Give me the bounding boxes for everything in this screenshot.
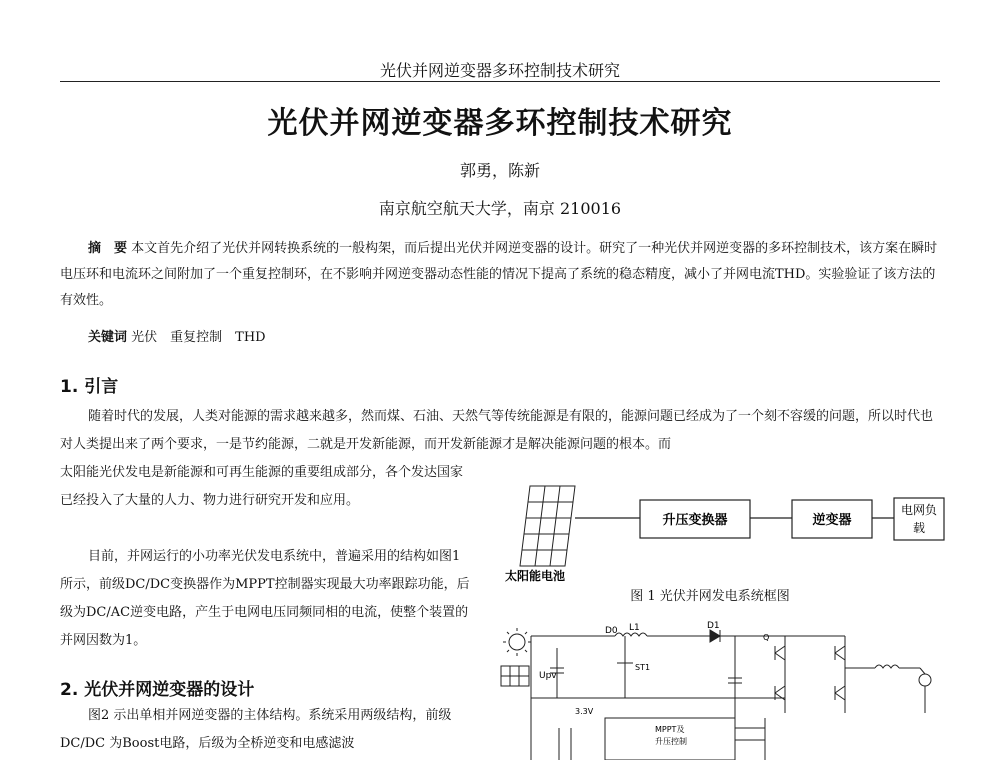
authors: 郭勇，陈新: [459, 161, 540, 180]
keywords-text: 光伏 重复控制 THD: [131, 330, 266, 345]
inverter-label: 逆变器: [812, 513, 852, 528]
label-d1: D1: [707, 621, 720, 631]
label-voltage: 3.3V: [575, 707, 594, 716]
igbt-switch-icon: [775, 646, 785, 660]
section-1-heading: 1. 引言: [60, 377, 119, 397]
section-1-paragraph-1-continued: 太阳能光伏发电是新能源和可再生能源的重要组成部分，各个发达国家已经投入了大量的人力、物力进行研究开发和应用。: [60, 465, 464, 508]
label-upv: Upv: [539, 671, 557, 681]
keywords-label: 关键词: [88, 330, 128, 345]
abstract: [60, 236, 940, 314]
section-1-paragraph-1: 随着时代的发展，人类对能源的需求越来越多，然而煤、石油、天然气等传统能源是有限的，能源问题已经成为了一个刻不容缓的问题，所以时代也对人类提出来了两个要求，一是节约能源，二就是开发新能源，而开发新能源才是解决能源问题的根本。而: [60, 409, 934, 452]
boost-converter-label: 升压变换器: [662, 513, 728, 528]
abstract-text: 本文首先介绍了光伏并网转换系统的一般构架，而后提出光伏并网逆变器的设计。研究了一种光伏并网逆变器的多环控制技术，该方案在瞬时电压环和电流环之间附加了一个重复控制环，在不影响并网逆变器动态性能的情况下提高了系统的稳态精度，减小了并网电流THD。实验验证了该方法的有效性。: [60, 241, 938, 308]
mppt-label-1: MPPT及: [655, 725, 685, 734]
section-2-paragraph-1-text: 图2 示出单相并网逆变器的主体结构。系统采用两级结构，前级DC/DC 为Boost电路，后级为全桥逆变和电感滤波: [60, 708, 452, 751]
running-header: 光伏并网逆变器多环控制技术研究: [379, 61, 620, 80]
header-rule: [60, 81, 940, 82]
label-l1: L1: [629, 623, 640, 633]
label-d0: D0: [605, 626, 618, 636]
paper-title: 光伏并网逆变器多环控制技术研究: [267, 106, 733, 141]
affiliation: 南京航空航天大学，南京 210016: [378, 199, 622, 218]
igbt-switch-icon: [835, 646, 845, 660]
label-q: Q: [763, 633, 770, 642]
keywords: [60, 326, 940, 345]
label-st1: ST1: [635, 663, 651, 672]
section-2-heading: 2. 光伏并网逆变器的设计: [60, 680, 255, 700]
igbt-switch-icon: [835, 686, 845, 700]
figure-2-circuit-schematic: [495, 618, 940, 760]
section-2-paragraph-1: [60, 702, 470, 758]
grid-load-label-1: 电网负: [900, 503, 938, 517]
mppt-label-2: 升压控制: [655, 737, 687, 746]
solar-cell-label: 太阳能电池: [505, 569, 566, 583]
figure-1-caption: 图 1 光伏并网发电系统框图: [630, 589, 790, 604]
figure-1-block-diagram: [480, 470, 950, 585]
abstract-label: 摘 要: [88, 241, 128, 256]
output-inductor: [875, 665, 899, 668]
section-1-paragraph-2-text: 目前，并网运行的小功率光伏发电系统中，普遍采用的结构如图1所示，前级DC/DC变换器作为MPPT控制器实现最大功率跟踪功能，后级为DC/AC逆变电路，产生于电网电压同频同相的电流，使整个装置的并网因数为1。: [60, 549, 470, 648]
sun-icon: [503, 628, 531, 656]
grid-load-label-2: 载: [912, 521, 926, 535]
section-1-paragraph-2: [60, 543, 470, 655]
grid-source-icon: [919, 674, 931, 686]
solar-panel-icon: [520, 486, 575, 566]
